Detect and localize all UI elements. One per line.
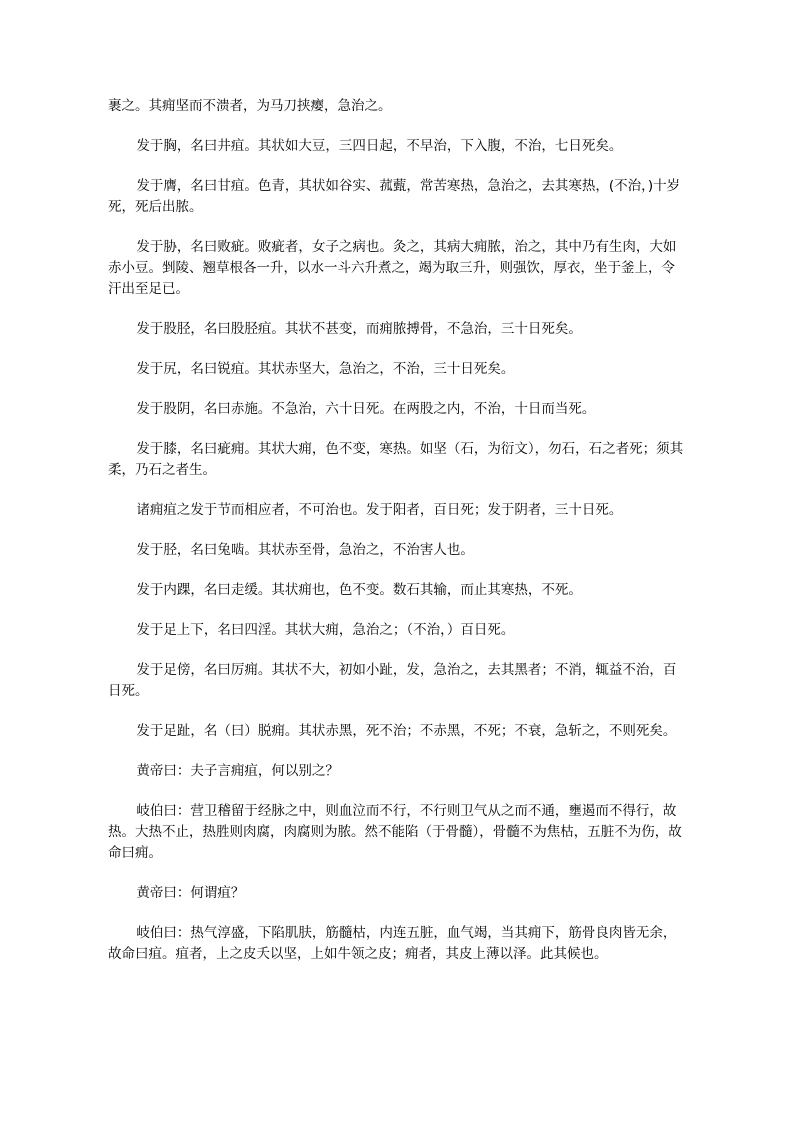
document-body bbox=[108, 96, 686, 984]
paragraph-9: 诸痈疽之发于节而相应者，不可治也。发于阳者，百日死；发于阴者，三十日死。 bbox=[136, 502, 623, 518]
paragraph-4: 发于胁，名曰败疵。败疵者，女子之病也。灸之，其病大痈脓，治之，其中乃有生肉，大如赤小豆。剉陵、翘草根各一升，以水一斗六升煮之，竭为取三升，则强饮，厚衣，坐于釜上，令汗出至足已。 bbox=[108, 239, 677, 297]
paragraph-17: 黄帝曰：何谓疽？ bbox=[136, 885, 245, 901]
paragraph-10: 发于胫，名曰兔啮。其状赤至骨，急治之，不治害人也。 bbox=[136, 542, 474, 558]
paragraph-2: 发于胸，名曰井疽。其状如大豆，三四日起，不早治，下入腹，不治，七日死矣。 bbox=[136, 138, 623, 154]
paragraph-3: 发于膺，名曰甘疽。色青，其状如谷实、菰薽，常苦寒热，急治之，去其寒热，(不治，)十岁死，死后出脓。 bbox=[108, 178, 681, 215]
paragraph-8: 发于膝，名曰疵痈。其状大痈，色不变，寒热。如坚（石，为衍文），勿石，石之者死；须其柔，乃石之者生。 bbox=[108, 441, 684, 478]
paragraph-12: 发于足上下，名曰四淫。其状大痈，急治之；（不治，）百日死。 bbox=[136, 622, 515, 638]
paragraph-16: 岐伯曰：营卫稽留于经脉之中，则血泣而不行，不行则卫气从之而不通，壅遏而不得行，故热。大热不止，热胜则肉腐，肉腐则为脓。然不能陷（于骨髓），骨髓不为焦枯，五脏不为伤，故命曰痈。 bbox=[108, 803, 682, 861]
paragraph-13: 发于足傍，名曰厉痈。其状不大，初如小趾，发，急治之，去其黑者；不消，辄益不治，百日死。 bbox=[108, 662, 677, 699]
paragraph-6: 发于尻，名曰锐疽。其状赤坚大，急治之，不治，三十日死矣。 bbox=[136, 361, 515, 377]
paragraph-7: 发于股阴，名曰赤施。不急治，六十日死。在两股之内，不治，十日而当死。 bbox=[136, 401, 596, 417]
paragraph-5: 发于股胫，名曰股胫疽。其状不甚变，而痈脓搏骨，不急治，三十日死矣。 bbox=[136, 321, 582, 337]
paragraph-11: 发于内踝，名曰走缓。其状痈也，色不变。数石其输，而止其寒热，不死。 bbox=[136, 582, 582, 598]
paragraph-18: 岐伯曰：热气淳盛，下陷肌肤，筋髓枯，内连五脏，血气竭，当其痈下，筋骨良肉皆无余，故命曰疽。疽者，上之皮夭以坚，上如牛领之皮；痈者，其皮上薄以泽。此其候也。 bbox=[108, 925, 677, 962]
paragraph-15: 黄帝曰：夫子言痈疽，何以别之？ bbox=[136, 763, 339, 779]
paragraph-1: 裹之。其痈坚而不溃者，为马刀挟瘿，急治之。 bbox=[108, 98, 392, 114]
paragraph-14: 发于足趾，名（曰）脱痈。其状赤黑，死不治；不赤黑，不死；不衰，急斩之，不则死矣。 bbox=[136, 723, 677, 739]
